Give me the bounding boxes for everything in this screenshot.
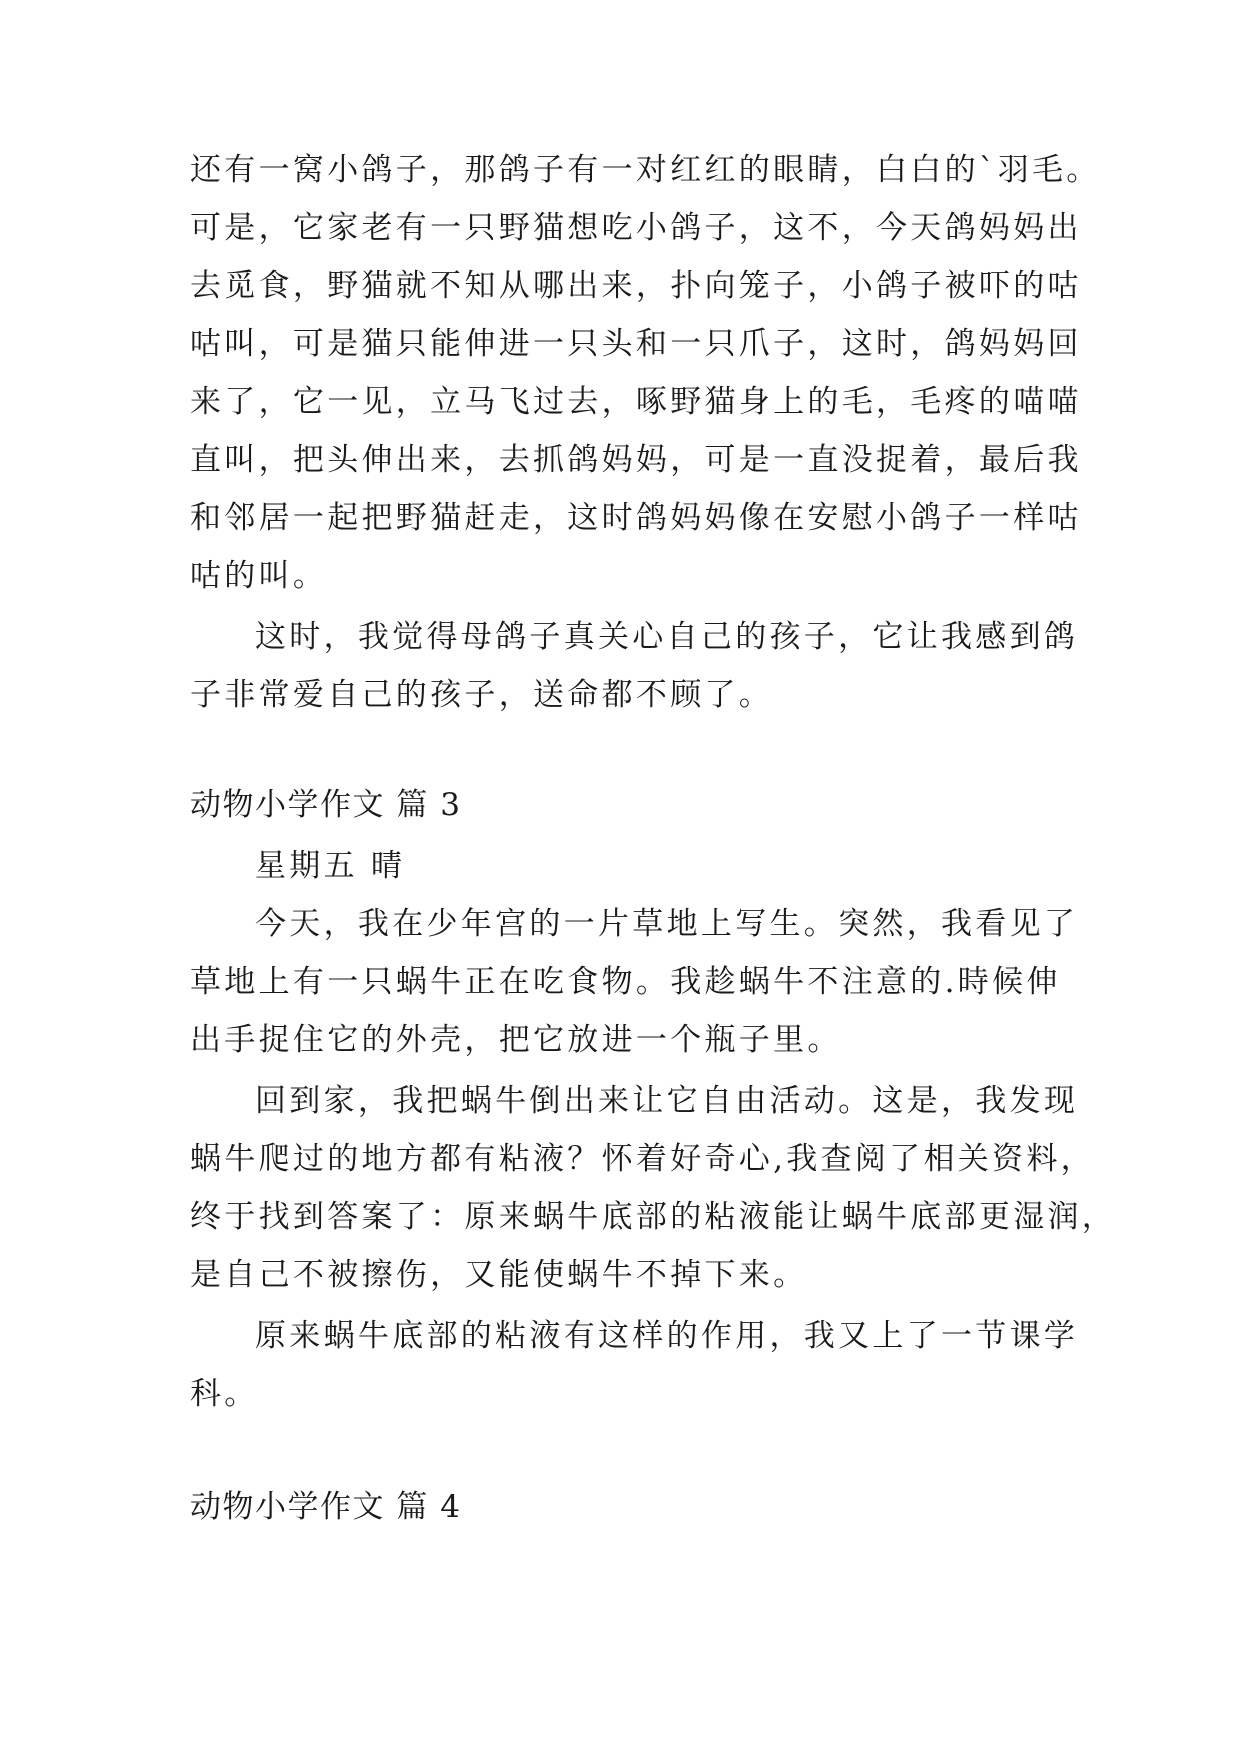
paragraph-line: 子非常爱自己的孩子，送命都不顾了。 — [190, 677, 774, 713]
paragraph-line: 蜗牛爬过的地方都有粘液？怀着好奇心,我查阅了相关资料， — [190, 1141, 1095, 1177]
paragraph-line: 终于找到答案了：原来蜗牛底部的粘液能让蜗牛底部更湿润， — [190, 1199, 1117, 1235]
paragraph-line: 科。 — [190, 1376, 259, 1412]
paragraph-line: 来了，它一见，立马飞过去，啄野猫身上的毛，毛疼的喵喵 — [190, 384, 1082, 420]
section-heading: 动物小学作文 篇 3 — [190, 787, 462, 823]
section-heading: 动物小学作文 篇 4 — [190, 1489, 462, 1525]
paragraph-line: 这时，我觉得母鸽子真关心自己的孩子，它让我感到鸽 — [255, 619, 1079, 655]
paragraph-line: 是自己不被擦伤，又能使蜗牛不掉下来。 — [190, 1257, 808, 1293]
paragraph-line: 今天，我在少年宫的一片草地上写生。突然，我看见了 — [255, 906, 1079, 942]
paragraph-line: 直叫，把头伸出来，去抓鸽妈妈，可是一直没捉着，最后我 — [190, 442, 1082, 478]
paragraph-line: 咕的叫。 — [190, 558, 328, 594]
paragraph-line: 出手捉住它的外壳，把它放进一个瓶子里。 — [190, 1022, 842, 1058]
paragraph-line: 原来蜗牛底部的粘液有这样的作用，我又上了一节课学 — [255, 1318, 1079, 1354]
paragraph-line: 去觅食，野猫就不知从哪出来，扑向笼子，小鸽子被吓的咕 — [190, 268, 1082, 304]
paragraph-line: 和邻居一起把野猫赶走，这时鸽妈妈像在安慰小鸽子一样咕 — [190, 500, 1082, 536]
paragraph-line: 可是，它家老有一只野猫想吃小鸽子，这不，今天鸽妈妈出 — [190, 210, 1082, 246]
paragraph-line: 咕叫，可是猫只能伸进一只头和一只爪子，这时，鸽妈妈回 — [190, 326, 1082, 362]
paragraph-line: 还有一窝小鸽子，那鸽子有一对红红的眼睛，白白的`羽毛。 — [190, 152, 1101, 188]
date-weather-line: 星期五 晴 — [255, 848, 406, 884]
paragraph-line: 回到家，我把蜗牛倒出来让它自由活动。这是，我发现 — [255, 1083, 1079, 1119]
paragraph-line: 草地上有一只蜗牛正在吃食物。我趁蜗牛不注意的.時候伸 — [190, 964, 1061, 1000]
